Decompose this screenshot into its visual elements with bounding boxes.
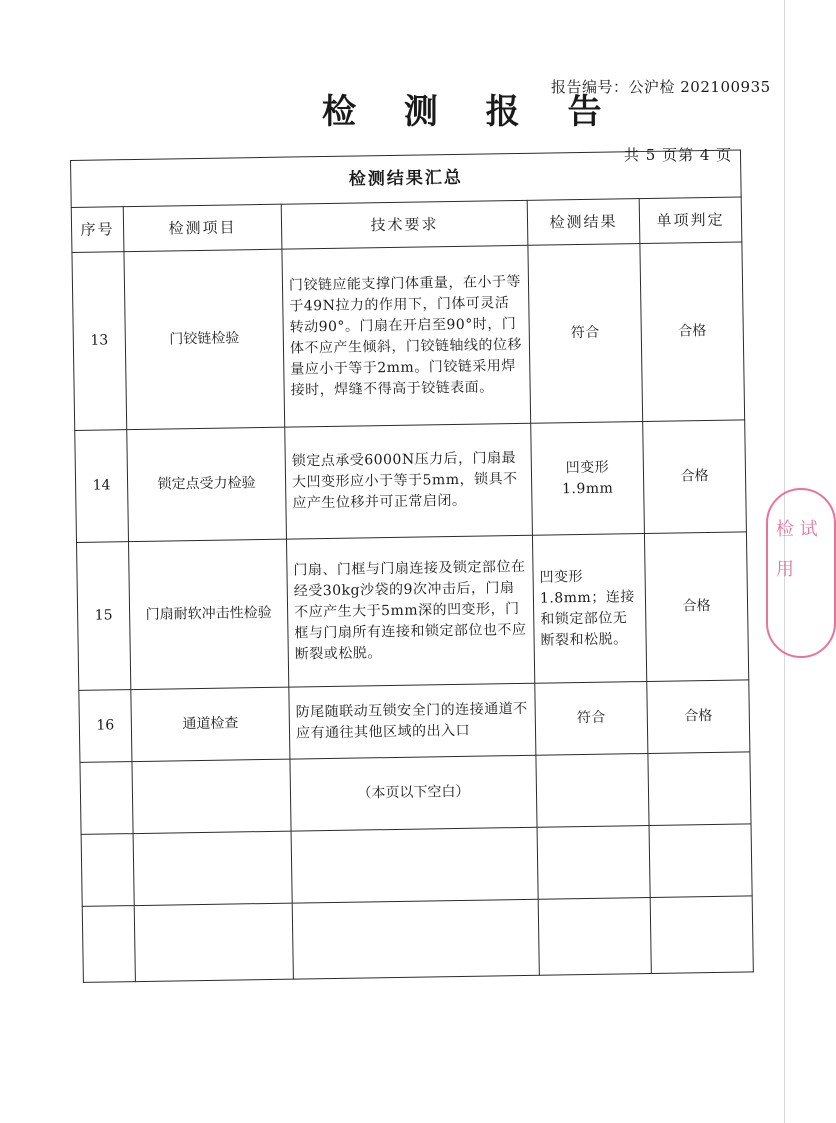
blank-cell [133,831,292,905]
blank-cell [292,899,539,979]
blank-cell [536,753,649,827]
table-row [77,532,749,691]
table-row-blank [82,896,753,983]
row-result: 凹变形 1.8mm；连接和锁定部位无断裂和松脱。 [532,534,646,684]
column-header-item: 检测项目 [123,204,282,251]
page-info: 共 5 页第 4 页 [624,146,733,164]
row-result: 符合 [528,244,643,424]
blank-cell [81,834,134,907]
blank-cell [538,897,651,975]
row-item: 门铰链检验 [124,249,285,429]
row-requirement: 门铰链应能支撑门体重量，在小于等于49N拉力的作用下，门体可灵活转动90°。门扇在开启至90°时，门体不应产生倾斜，门铰链轴线的位移量应小于等于2mm。门铰链采用焊接时，焊缝不得高于铰链表面。 [282,245,531,427]
row-requirement: 锁定点承受6000N压力后，门扇最大凹变形应小于等于5mm，锁具不应产生位移并可正常启闭。 [285,423,533,539]
results-table [70,149,754,982]
row-requirement: 防尾随联动互锁安全门的连接通道不应有通往其他区域的出入口 [289,683,536,759]
blank-cell [134,903,293,981]
row-verdict: 合格 [640,242,745,422]
column-header-verdict: 单项判定 [639,197,742,244]
row-result: 凹变形 1.9mm [531,422,645,536]
row-verdict: 合格 [644,532,748,682]
blank-cell [650,896,753,974]
blank-cell [649,824,752,898]
table-row [75,420,747,543]
red-seal-stamp: 检 试 用 [766,488,836,658]
column-header-no: 序号 [71,207,124,253]
column-header-requirement: 技术要求 [281,200,528,249]
table-row [72,242,745,431]
blank-cell [291,827,538,903]
row-result: 符合 [535,682,648,756]
blank-cell [80,762,133,835]
row-no: 14 [75,430,129,543]
row-verdict: 合格 [643,420,747,534]
row-no: 16 [79,690,132,763]
table-row-blank [80,752,751,835]
blank-cell [82,906,135,983]
table-row [79,680,750,763]
row-no: 15 [77,542,131,691]
row-item: 锁定点受力检验 [127,427,287,541]
table-row-blank [81,824,752,907]
summary-title: 检测结果汇总 [71,150,742,208]
blank-cell [648,752,751,826]
row-verdict: 合格 [647,680,750,754]
row-item: 门扇耐软冲击性检验 [129,539,289,689]
blank-cell [537,825,650,899]
row-requirement: 门扇、门框与门扇连接及锁定部位在经受30kg沙袋的9次冲击后，门扇不应产生大于5mm深的凹变形，门框与门扇所有连接和锁定部位也不应断裂或松脱。 [286,535,534,687]
row-item: 通道检查 [131,687,290,761]
column-header-result: 检测结果 [527,199,640,246]
blank-note: （本页以下空白） [290,755,537,831]
blank-cell [132,759,291,833]
page-title: 检 测 报 告 [322,92,620,132]
report-number: 报告编号：公沪检 202100935 [551,78,771,96]
row-no: 13 [72,252,127,431]
